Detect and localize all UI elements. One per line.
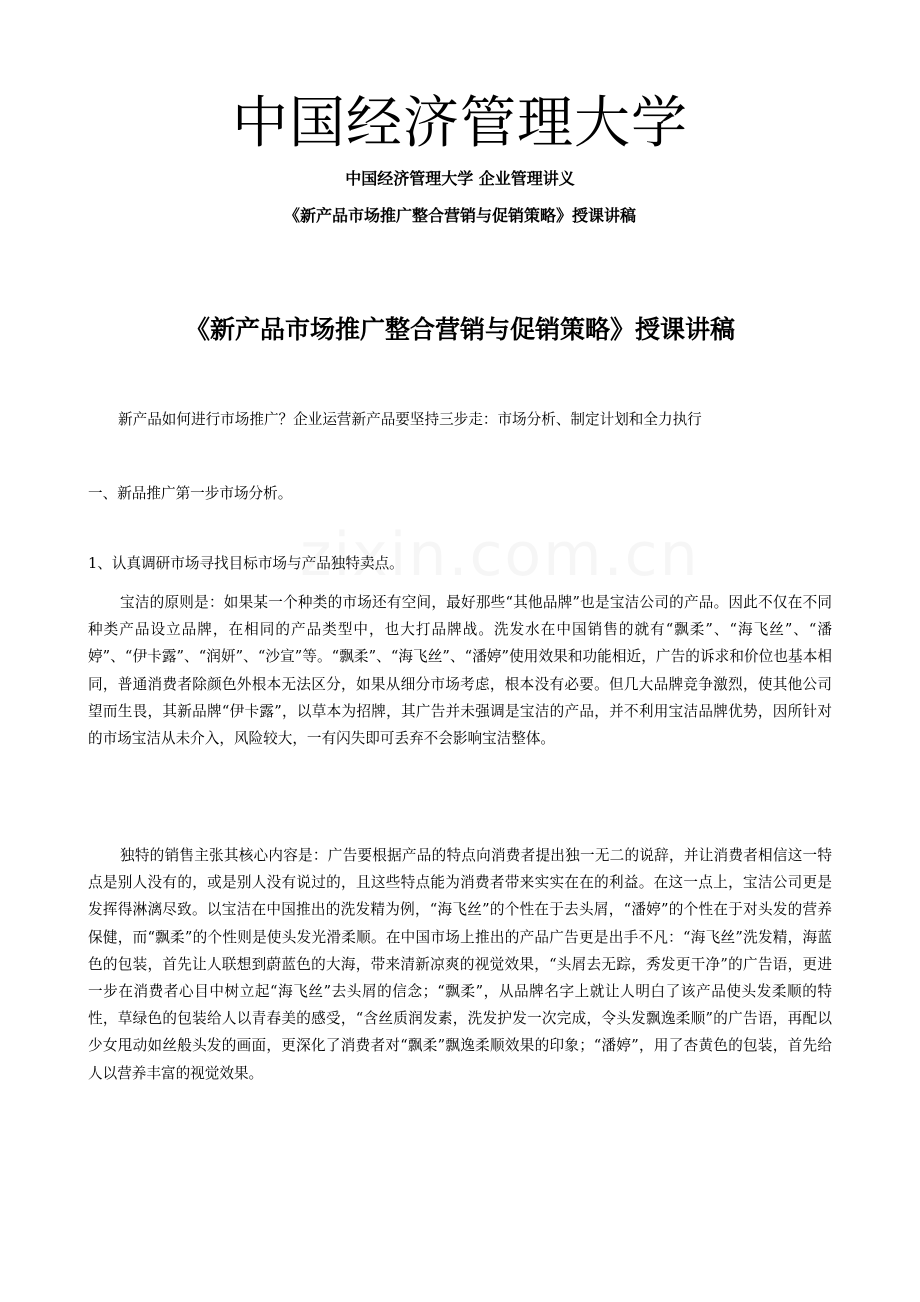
subtitle-line-2: 《新产品市场推广整合营销与促销策略》授课讲稿 [283, 206, 636, 225]
main-title: 中国经济管理大学 [232, 91, 688, 156]
section-1-1-heading: 1、认真调研市场寻找目标市场与产品独特卖点。 [88, 555, 404, 572]
section-1-heading: 一、新品推广第一步市场分析。 [88, 485, 293, 502]
lecture-title: 《新产品市场推广整合营销与促销策略》授课讲稿 [184, 315, 735, 344]
paragraph-2: 独特的销售主张其核心内容是：广告要根据产品的特点向消费者提出独一无二的说辞，并让消费者相信这一特点是别人没有的，或是别人没有说过的，且这些特点能为消费者带来实实在在的利益。在这一点上，宝洁公司更是发挥得淋漓尽致。以宝洁在中国推出的洗发精为例，“海飞丝”的个性在于去头屑，“潘婷”的个性在于对头发的营养保健，而“飘柔”的个性则是使头发光滑柔顺。在中国市场上推出的产品广告更是出手不凡：“海飞丝”洗发精，海蓝色的包装，首先让人联想到蔚蓝色的大海，带来清新凉爽的视觉效果，“头屑去无踪，秀发更干净”的广告语，更进一步在消费者心目中树立起“海飞丝”去头屑的信念；“飘柔”，从品牌名字上就让人明白了该产品使头发柔顺的特性，草绿色的包装给人以青春美的感受，“含丝质润发素，洗发护发一次完成，令头发飘逸柔顺”的广告语，再配以少女甩动如丝般头发的画面，更深化了消费者对“飘柔”飘逸柔顺效果的印象；“潘婷”，用了杏黄色的包装，首先给人以营养丰富的视觉效果。 [88, 847, 832, 1082]
intro-paragraph: 新产品如何进行市场推广？企业运营新产品要坚持三步走：市场分析、制定计划和全力执行 [118, 411, 702, 428]
subtitle-line-1: 中国经济管理大学 企业管理讲义 [345, 169, 575, 188]
paragraph-1: 宝洁的原则是：如果某一个种类的市场还有空间，最好那些“其他品牌”也是宝洁公司的产品。因此不仅在不同种类产品设立品牌，在相同的产品类型中，也大打品牌战。洗发水在中国销售的就有“飘柔”、“海飞丝”、“潘婷”、“伊卡露”、“润妍”、“沙宣”等。“飘柔”、“海飞丝”、“潘婷”使用效果和功能相近，广告的诉求和价位也基本相同，普通消费者除颜色外根本无法区分，如果从细分市场考虑，根本没有必要。但几大品牌竞争激烈，使其他公司望而生畏，其新品牌“伊卡露”，以草本为招牌，其广告并未强调是宝洁的产品，并不利用宝洁品牌优势，因所针对的市场宝洁从未介入，风险较大，一有闪失即可丢弃不会影响宝洁整体。 [88, 594, 832, 748]
